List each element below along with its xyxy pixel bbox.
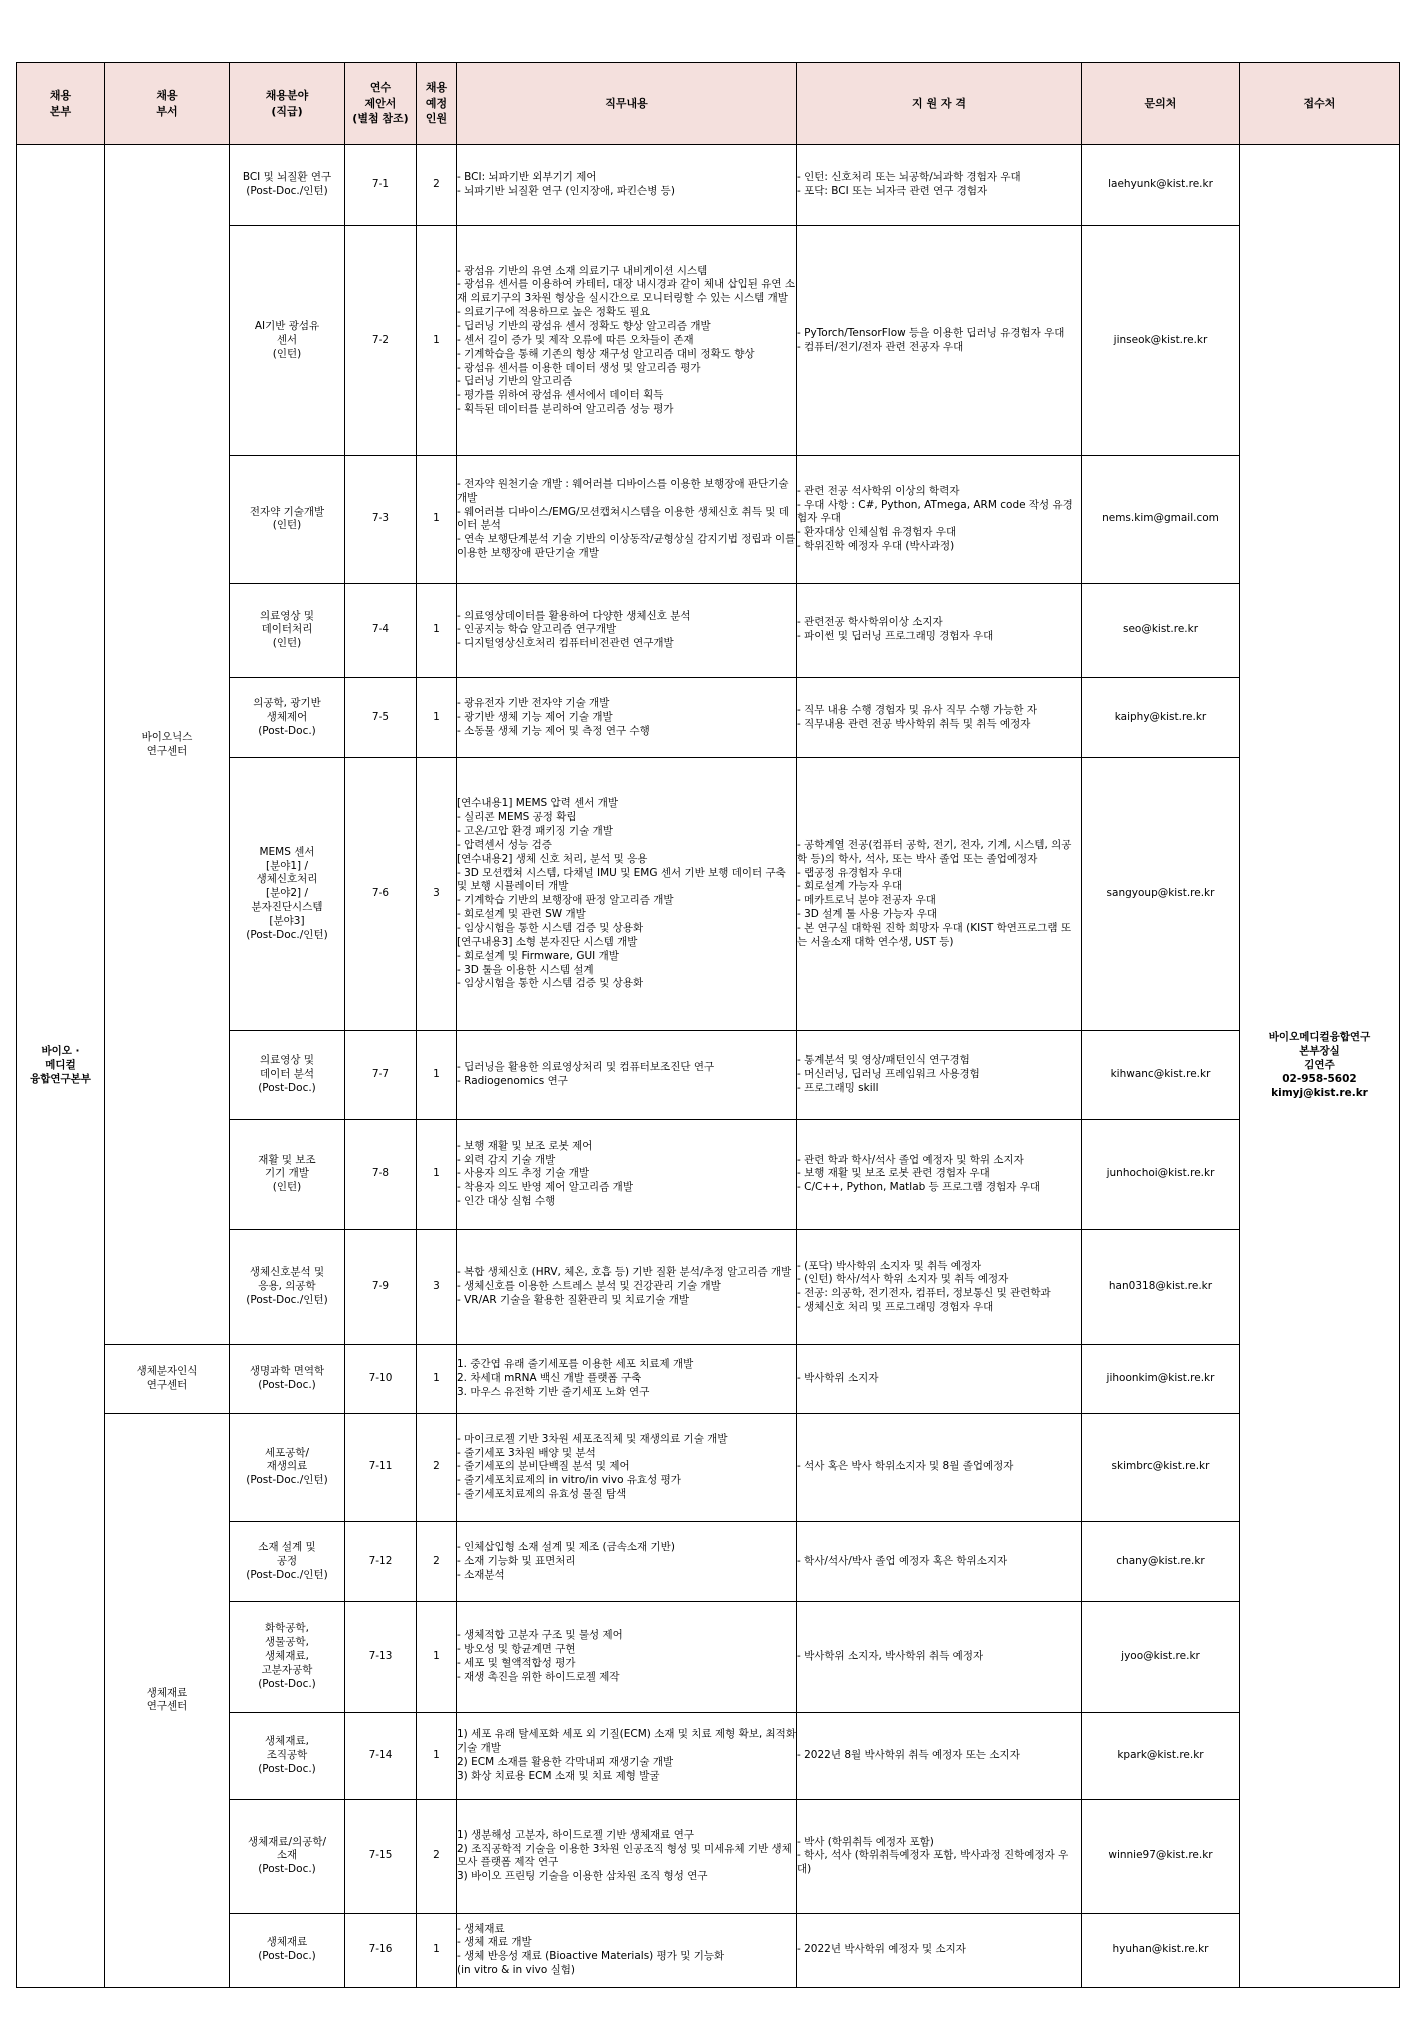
header-reception: 접수처 — [1240, 63, 1400, 145]
field-cell: 생체신호분석 및 응용, 의공학 (Post-Doc./인턴) — [230, 1230, 345, 1345]
quals-cell: - PyTorch/TensorFlow 등을 이용한 딥러닝 유경험자 우대 - 컴퓨터/전기/전자 관련 전공자 우대 — [797, 226, 1082, 456]
dept-bionics: 바이오닉스 연구센터 — [105, 145, 230, 1345]
quals-cell: - 인턴: 신호처리 또는 뇌공학/뇌과학 경험자 우대 - 포닥: BCI 또는 뇌자극 관련 연구 경험자 — [797, 145, 1082, 226]
quals-cell: - 관련 학과 학사/석사 졸업 예정자 및 학위 소지자 - 보행 재활 및 보조 로봇 관련 경험자 우대 - C/C++, Python, Matlab 등 프로그램 경험자 우대 — [797, 1119, 1082, 1229]
quals-cell: - 박사학위 소지자 — [797, 1345, 1082, 1413]
count-cell: 3 — [417, 758, 457, 1031]
quals-cell: - 공학계열 전공(컴퓨터 공학, 전기, 전자, 기계, 시스템, 의공학 등)의 학사, 석사, 또는 박사 졸업 또는 졸업예정자 - 랩공정 유경험자 우대 - 회로설계 가능자 우대 - 메카트로닉 분야 전공자 우대 - 3D 설계 툴 사용 가능자 우대 - 본 연구실 대학원 진학 희망자 우대 (KIST 학연프로그램 또는 서울소재 대학 연수생, UST 등) — [797, 758, 1082, 1031]
count-cell: 1 — [417, 226, 457, 456]
count-cell: 1 — [417, 583, 457, 677]
code-cell: 7-14 — [345, 1712, 417, 1799]
duties-cell: - 딥러닝을 활용한 의료영상처리 및 컴퓨터보조진단 연구 - Radiogenomics 연구 — [457, 1031, 797, 1119]
quals-cell: - 박사학위 소지자, 박사학위 취득 예정자 — [797, 1602, 1082, 1712]
contact-email[interactable]: winnie97@kist.re.kr — [1082, 1800, 1240, 1913]
duties-cell: - 마이크로젤 기반 3차원 세포조직체 및 재생의료 기술 개발 - 줄기세포 3차원 배양 및 분석 - 줄기세포의 분비단백질 분석 및 제어 - 줄기세포치료제의 in vitro/in vivo 유효성 평가 - 줄기세포치료제의 유효성 물질 탐색 — [457, 1413, 797, 1521]
quals-cell: - 관련 전공 석사학위 이상의 학력자 - 우대 사항 : C#, Python, ATmega, ARM code 작성 유경험자 우대 - 환자대상 인체실험 유경험자 우대 - 학위진학 예정자 우대 (박사과정) — [797, 456, 1082, 583]
duties-cell: - BCI: 뇌파기반 외부기기 제어 - 뇌파기반 뇌질환 연구 (인지장애, 파킨슨병 등) — [457, 145, 797, 226]
field-cell: BCI 및 뇌질환 연구 (Post-Doc./인턴) — [230, 145, 345, 226]
field-cell: 소재 설계 및 공정 (Post-Doc./인턴) — [230, 1522, 345, 1602]
contact-email[interactable]: han0318@kist.re.kr — [1082, 1230, 1240, 1345]
contact-email[interactable]: skimbrc@kist.re.kr — [1082, 1413, 1240, 1521]
table-row — [17, 145, 1400, 226]
code-cell: 7-3 — [345, 456, 417, 583]
count-cell: 1 — [417, 1119, 457, 1229]
table-row — [17, 1345, 1400, 1413]
contact-email[interactable]: kihwanc@kist.re.kr — [1082, 1031, 1240, 1119]
duties-cell: - 광섬유 기반의 유연 소재 의료기구 내비게이션 시스템 - 광섬유 센서를 이용하여 카테터, 대장 내시경과 같이 체내 삽입된 유연 소재 의료기구의 3차원 형상을 실시간으로 모니터링할 수 있는 시스템 개발 - 의료기구에 적용하므로 높은 정확도 필요 - 딥러닝 기반의 광섬유 센서 정확도 향상 알고리즘 개발 - 센서 길이 증가 및 제작 오류에 따른 오차들이 존재 - 기계학습을 통해 기존의 형상 재구성 알고리즘 대비 정확도 향상 - 광섬유 센서를 이용한 데이터 생성 및 알고리즘 평가 - 딥러닝 기반의 알고리즘 - 평가를 위하여 광섬유 센서에서 데이터 획득 - 획득된 데이터를 분리하여 알고리즘 성능 평가 — [457, 226, 797, 456]
contact-email[interactable]: laehyunk@kist.re.kr — [1082, 145, 1240, 226]
count-cell: 1 — [417, 1602, 457, 1712]
count-cell: 1 — [417, 1345, 457, 1413]
contact-email[interactable]: sangyoup@kist.re.kr — [1082, 758, 1240, 1031]
count-cell: 2 — [417, 1522, 457, 1602]
contact-email[interactable]: chany@kist.re.kr — [1082, 1522, 1240, 1602]
field-cell: 세포공학/ 재생의료 (Post-Doc./인턴) — [230, 1413, 345, 1521]
count-cell: 1 — [417, 1913, 457, 1987]
duties-cell: 1. 중간엽 유래 줄기세포를 이용한 세포 치료제 개발 2. 차세대 mRNA 백신 개발 플랫폼 구축 3. 마우스 유전학 기반 줄기세포 노화 연구 — [457, 1345, 797, 1413]
code-cell: 7-12 — [345, 1522, 417, 1602]
header-field: 채용분야 (직급) — [230, 63, 345, 145]
field-cell: 생명과학 면역학 (Post-Doc.) — [230, 1345, 345, 1413]
count-cell: 1 — [417, 1031, 457, 1119]
dept-materials: 생체재료 연구센터 — [105, 1413, 230, 1987]
count-cell: 3 — [417, 1230, 457, 1345]
contact-email[interactable]: kaiphy@kist.re.kr — [1082, 677, 1240, 757]
quals-cell: - 석사 혹은 박사 학위소지자 및 8월 졸업예정자 — [797, 1413, 1082, 1521]
contact-email[interactable]: nems.kim@gmail.com — [1082, 456, 1240, 583]
code-cell: 7-10 — [345, 1345, 417, 1413]
duties-cell: [연수내용1] MEMS 압력 센서 개발 - 실리콘 MEMS 공정 확립 - 고온/고압 환경 패키징 기술 개발 - 압력센서 성능 검증 [연수내용2] 생체 신호 처리, 분석 및 응용 - 3D 모션캡쳐 시스템, 다채널 IMU 및 EMG 센서 기반 보행 데이터 구축 및 보행 시뮬레이터 개발 - 기계학습 기반의 보행장애 판정 알고리즘 개발 - 회로설계 및 관련 SW 개발 - 임상시험을 통한 시스템 검증 및 상용화 [연구내용3] 소형 분자진단 시스템 개발 - 회로설계 및 Firmware, GUI 개발 - 3D 툴을 이용한 시스템 설계 - 임상시험을 통한 시스템 검증 및 상용화 — [457, 758, 797, 1031]
quals-cell: - 학사/석사/박사 졸업 예정자 혹은 학위소지자 — [797, 1522, 1082, 1602]
quals-cell: - 관련전공 학사학위이상 소지자 - 파이썬 및 딥러닝 프로그래밍 경험자 우대 — [797, 583, 1082, 677]
count-cell: 2 — [417, 1413, 457, 1521]
dept-molecular: 생체분자인식 연구센터 — [105, 1345, 230, 1413]
header-code: 연수 제안서 (별첨 참조) — [345, 63, 417, 145]
contact-email[interactable]: hyuhan@kist.re.kr — [1082, 1913, 1240, 1987]
field-cell: 의료영상 및 데이터처리 (인턴) — [230, 583, 345, 677]
contact-email[interactable]: junhochoi@kist.re.kr — [1082, 1119, 1240, 1229]
duties-cell: - 의료영상데이터를 활용하여 다양한 생체신호 분석 - 인공지능 학습 알고리즘 연구개발 - 디지털영상신호처리 컴퓨터비전관련 연구개발 — [457, 583, 797, 677]
header-duties: 직무내용 — [457, 63, 797, 145]
duties-cell: - 복합 생체신호 (HRV, 체온, 호흡 등) 기반 질환 분석/추정 알고리즘 개발 - 생체신호를 이용한 스트레스 분석 및 건강관리 기술 개발 - VR/AR 기술을 활용한 질환관리 및 치료기술 개발 — [457, 1230, 797, 1345]
code-cell: 7-11 — [345, 1413, 417, 1521]
header-dept: 채용 부서 — [105, 63, 230, 145]
table-row — [17, 1413, 1400, 1521]
field-cell: 의공학, 광기반 생체제어 (Post-Doc.) — [230, 677, 345, 757]
code-cell: 7-5 — [345, 677, 417, 757]
field-cell: 생체재료/의공학/ 소재 (Post-Doc.) — [230, 1800, 345, 1913]
reception-cell: 바이오메디컬융합연구 본부장실 김연주 02-958-5602 kimyj@kist.re.kr — [1240, 145, 1400, 1988]
duties-cell: - 광유전자 기반 전자약 기술 개발 - 광기반 생체 기능 제어 기술 개발 - 소동물 생체 기능 제어 및 측정 연구 수행 — [457, 677, 797, 757]
header-quals: 지 원 자 격 — [797, 63, 1082, 145]
field-cell: 의료영상 및 데이터 분석 (Post-Doc.) — [230, 1031, 345, 1119]
field-cell: 생체재료, 조직공학 (Post-Doc.) — [230, 1712, 345, 1799]
quals-cell: - 박사 (학위취득 예정자 포함) - 학사, 석사 (학위취득예정자 포함, 박사과정 진학예정자 우대) — [797, 1800, 1082, 1913]
count-cell: 1 — [417, 1712, 457, 1799]
code-cell: 7-7 — [345, 1031, 417, 1119]
count-cell: 2 — [417, 145, 457, 226]
code-cell: 7-16 — [345, 1913, 417, 1987]
code-cell: 7-1 — [345, 145, 417, 226]
count-cell: 1 — [417, 677, 457, 757]
duties-cell: - 보행 재활 및 보조 로봇 제어 - 외력 감지 기술 개발 - 사용자 의도 추정 기술 개발 - 착용자 의도 반영 제어 알고리즘 개발 - 인간 대상 실험 수행 — [457, 1119, 797, 1229]
recruitment-table — [16, 62, 1400, 1988]
duties-cell: - 전자약 원천기술 개발 : 웨어러블 디바이스를 이용한 보행장애 판단기술 개발 - 웨어러블 디바이스/EMG/모션캡쳐시스템을 이용한 생체신호 취득 및 데이터 분석 - 연속 보행단계분석 기술 기반의 이상동작/균형상실 감지기법 정립과 이를 이용한 보행장애 판단기술 개발 — [457, 456, 797, 583]
code-cell: 7-13 — [345, 1602, 417, 1712]
quals-cell: - 통계분석 및 영상/패턴인식 연구경험 - 머신러닝, 딥러닝 프레임워크 사용경험 - 프로그래밍 skill — [797, 1031, 1082, 1119]
field-cell: AI기반 광섬유 센서 (인턴) — [230, 226, 345, 456]
duties-cell: - 인체삽입형 소재 설계 및 제조 (금속소재 기반) - 소재 기능화 및 표면처리 - 소재분석 — [457, 1522, 797, 1602]
header-count: 채용 예정 인원 — [417, 63, 457, 145]
code-cell: 7-15 — [345, 1800, 417, 1913]
quals-cell: - (포닥) 박사학위 소지자 및 취득 예정자 - (인턴) 학사/석사 학위 소지자 및 취득 예정자 - 전공: 의공학, 전기전자, 컴퓨터, 정보통신 및 관련학과 - 생체신호 처리 및 프로그래밍 경험자 우대 — [797, 1230, 1082, 1345]
duties-cell: 1) 생분해성 고분자, 하이드로젤 기반 생체재료 연구 2) 조직공학적 기술을 이용한 3차원 인공조직 형성 및 미세유체 기반 생체모사 플랫폼 제작 연구 3) 바이오 프린팅 기술을 이용한 삼차원 조직 형성 연구 — [457, 1800, 797, 1913]
code-cell: 7-4 — [345, 583, 417, 677]
code-cell: 7-9 — [345, 1230, 417, 1345]
quals-cell: - 직무 내용 수행 경험자 및 유사 직무 수행 가능한 자 - 직무내용 관련 전공 박사학위 취득 및 취득 예정자 — [797, 677, 1082, 757]
header-hq: 채용 본부 — [17, 63, 105, 145]
duties-cell: - 생체재료 - 생체 재료 개발 - 생체 반응성 재료 (Bioactive Materials) 평가 및 기능화 (in vitro & in vivo 실험) — [457, 1913, 797, 1987]
header-contact: 문의처 — [1082, 63, 1240, 145]
field-cell: 생체재료 (Post-Doc.) — [230, 1913, 345, 1987]
count-cell: 2 — [417, 1800, 457, 1913]
contact-email[interactable]: kpark@kist.re.kr — [1082, 1712, 1240, 1799]
field-cell: 화학공학, 생물공학, 생체재료, 고분자공학 (Post-Doc.) — [230, 1602, 345, 1712]
count-cell: 1 — [417, 456, 457, 583]
duties-cell: - 생체적합 고분자 구조 및 물성 제어 - 방오성 및 항균계면 구현 - 세포 및 혈액적합성 평가 - 재생 촉진을 위한 하이드로젤 제작 — [457, 1602, 797, 1712]
field-cell: 전자약 기술개발 (인턴) — [230, 456, 345, 583]
code-cell: 7-6 — [345, 758, 417, 1031]
code-cell: 7-2 — [345, 226, 417, 456]
quals-cell: - 2022년 박사학위 예정자 및 소지자 — [797, 1913, 1082, 1987]
contact-email[interactable]: jinseok@kist.re.kr — [1082, 226, 1240, 456]
contact-email[interactable]: jihoonkim@kist.re.kr — [1082, 1345, 1240, 1413]
contact-email[interactable]: jyoo@kist.re.kr — [1082, 1602, 1240, 1712]
field-cell: 재활 및 보조 기기 개발 (인턴) — [230, 1119, 345, 1229]
duties-cell: 1) 세포 유래 탈세포화 세포 외 기질(ECM) 소재 및 치료 제형 확보, 최적화 기술 개발 2) ECM 소재를 활용한 각막내피 재생기술 개발 3) 화상 치료용 ECM 소재 및 치료 제형 발굴 — [457, 1712, 797, 1799]
code-cell: 7-8 — [345, 1119, 417, 1229]
field-cell: MEMS 센서 [분야1] / 생체신호처리 [분야2] / 분자진단시스템 [분야3] (Post-Doc./인턴) — [230, 758, 345, 1031]
quals-cell: - 2022년 8월 박사학위 취득 예정자 또는 소지자 — [797, 1712, 1082, 1799]
contact-email[interactable]: seo@kist.re.kr — [1082, 583, 1240, 677]
hq-cell: 바이오 · 메디컬 융합연구본부 — [17, 145, 105, 1988]
